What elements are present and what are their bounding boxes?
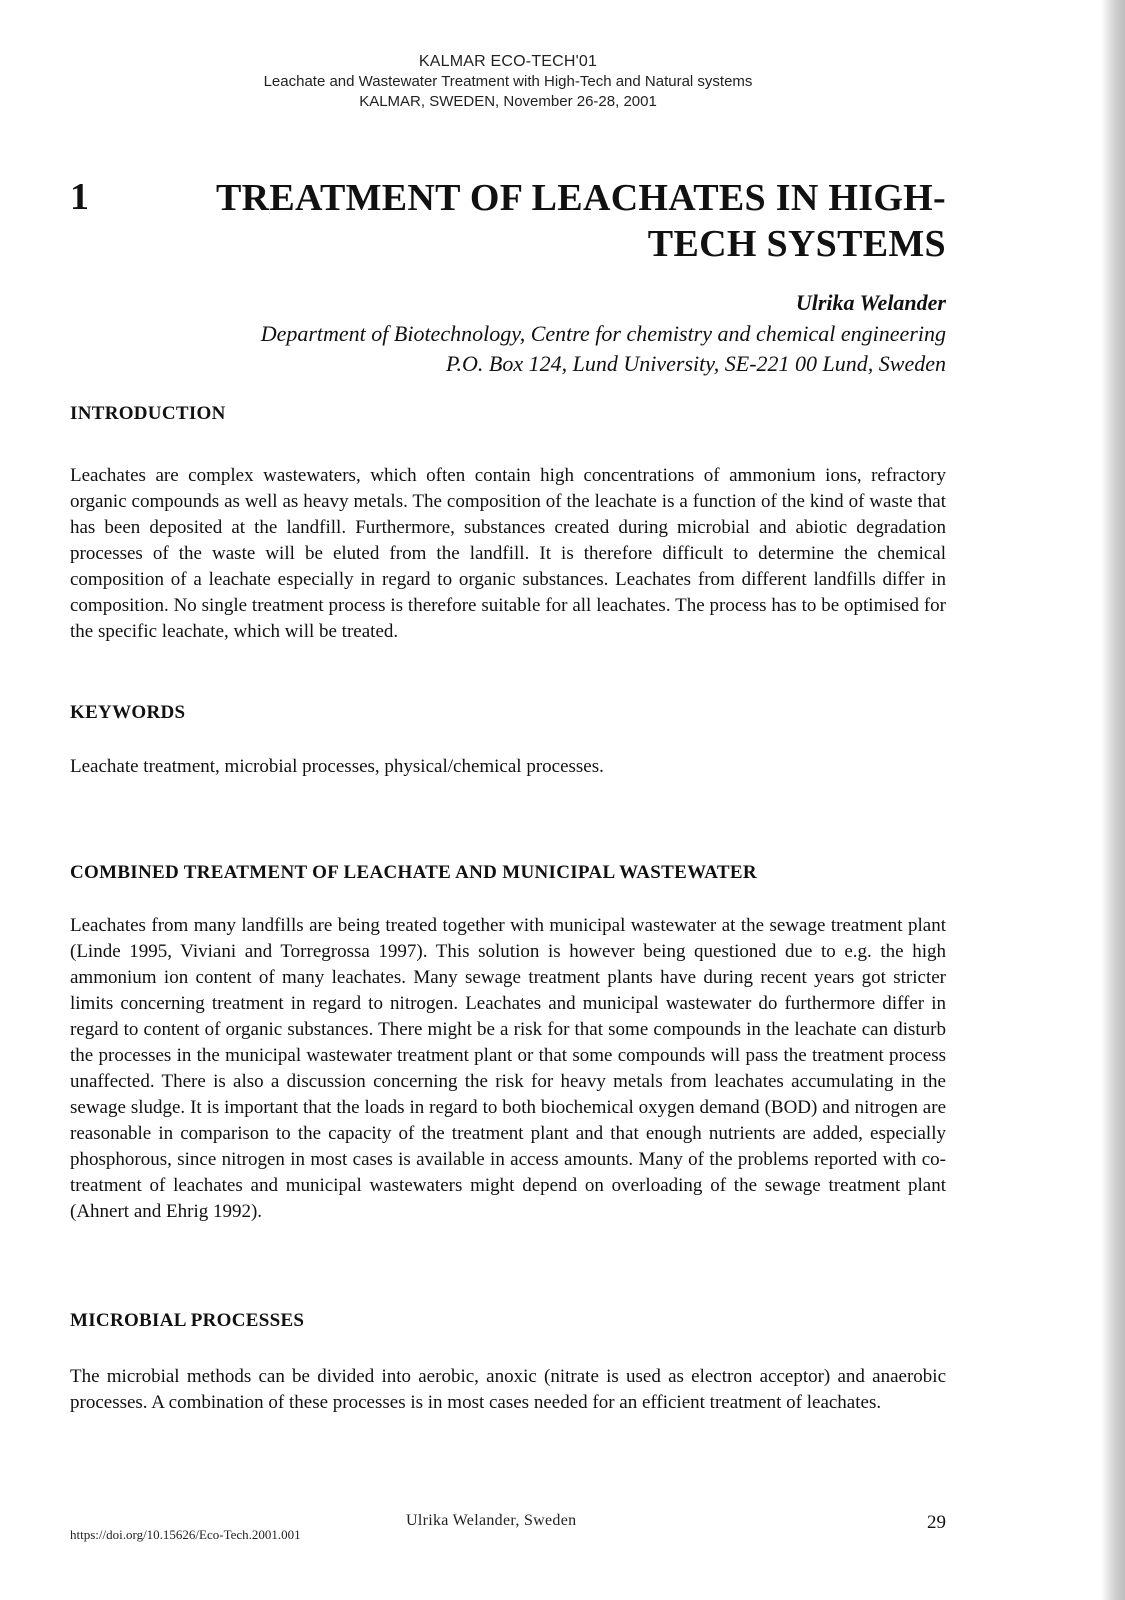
- introduction-heading: INTRODUCTION: [70, 403, 226, 424]
- conference-subtitle: Leachate and Wastewater Treatment with High-Tech and Natural systems: [263, 73, 753, 90]
- keywords-text: Leachate treatment, microbial processes, physical/chemical processes.: [70, 756, 604, 777]
- author-affiliation: [70, 319, 946, 379]
- chapter-title-line-2: TECH SYSTEMS: [647, 223, 946, 265]
- microbial-processes-text: The microbial methods can be divided into aerobic, anoxic (nitrate is used as electron acceptor) and anaerobic processes. A combination of these processes is in most cases needed for an efficient treatment of leachates.: [70, 1366, 946, 1413]
- footer-page-number: 29: [927, 1512, 946, 1533]
- chapter-title: [200, 175, 946, 267]
- microbial-processes-heading: MICROBIAL PROCESSES: [70, 1310, 305, 1331]
- combined-treatment-heading: COMBINED TREATMENT OF LEACHATE AND MUNICIPAL WASTEWATER: [70, 862, 757, 883]
- keywords-heading: KEYWORDS: [70, 702, 186, 723]
- author-name: Ulrika Welander: [795, 290, 946, 315]
- footer-doi-link[interactable]: https://doi.org/10.15626/Eco-Tech.2001.001: [70, 1527, 301, 1542]
- conference-location-date: KALMAR, SWEDEN, November 26-28, 2001: [359, 93, 657, 110]
- introduction-text: Leachates are complex wastewaters, which often contain high concentrations of ammonium ions, refractory organic compounds as well as heavy metals. The composition of the leachate is a function of the kind of waste that has been deposited at the landfill. Furthermore, substances created during microbial and abiotic degradation processes of the waste will be eluted from the landfill. It is therefore difficult to determine the chemical composition of a leachate especially in regard to organic substances. Leachates from different landfills differ in composition. No single treatment process is therefore suitable for all leachates. The process has to be optimised for the specific leachate, which will be treated.: [70, 465, 946, 642]
- conference-header: [70, 52, 946, 112]
- combined-treatment-text: Leachates from many landfills are being treated together with municipal wastewater at the sewage treatment plant (Linde 1995, Viviani and Torregrossa 1997). This solution is however being questioned due to e.g. the high ammonium ion content of many leachates. Many sewage treatment plants have during recent years got stricter limits concerning treatment in regard to nitrogen. Leachates and municipal wastewater do furthermore differ in regard to content of organic substances. There might be a risk for that some compounds in the leachate can disturb the processes in the municipal wastewater treatment plant or that some compounds will pass the treatment process unaffected. There is also a discussion concerning the risk for heavy metals from leachates accumulating in the sewage sludge. It is important that the loads in regard to both biochemical oxygen demand (BOD) and nitrogen are reasonable in comparison to the capacity of the treatment plant and that enough nutrients are added, especially phosphorous, since nitrogen in most cases is available in access amounts. Many of the problems reported with co-treatment of leachates and municipal wastewaters might depend on overloading of the sewage treatment plant (Ahnert and Ehrig 1992).: [70, 915, 946, 1222]
- page-edge-shadow: [1101, 0, 1125, 1600]
- chapter-title-line-1: TREATMENT OF LEACHATES IN HIGH-: [215, 177, 946, 219]
- author-department: Department of Biotechnology, Centre for chemistry and chemical engineering: [260, 321, 946, 346]
- chapter-number: 1: [70, 176, 89, 218]
- footer-author-country: Ulrika Welander, Sweden: [406, 1512, 577, 1529]
- conference-name: KALMAR ECO-TECH'01: [418, 53, 598, 70]
- author-address: P.O. Box 124, Lund University, SE-221 00 Lund, Sweden: [445, 351, 946, 376]
